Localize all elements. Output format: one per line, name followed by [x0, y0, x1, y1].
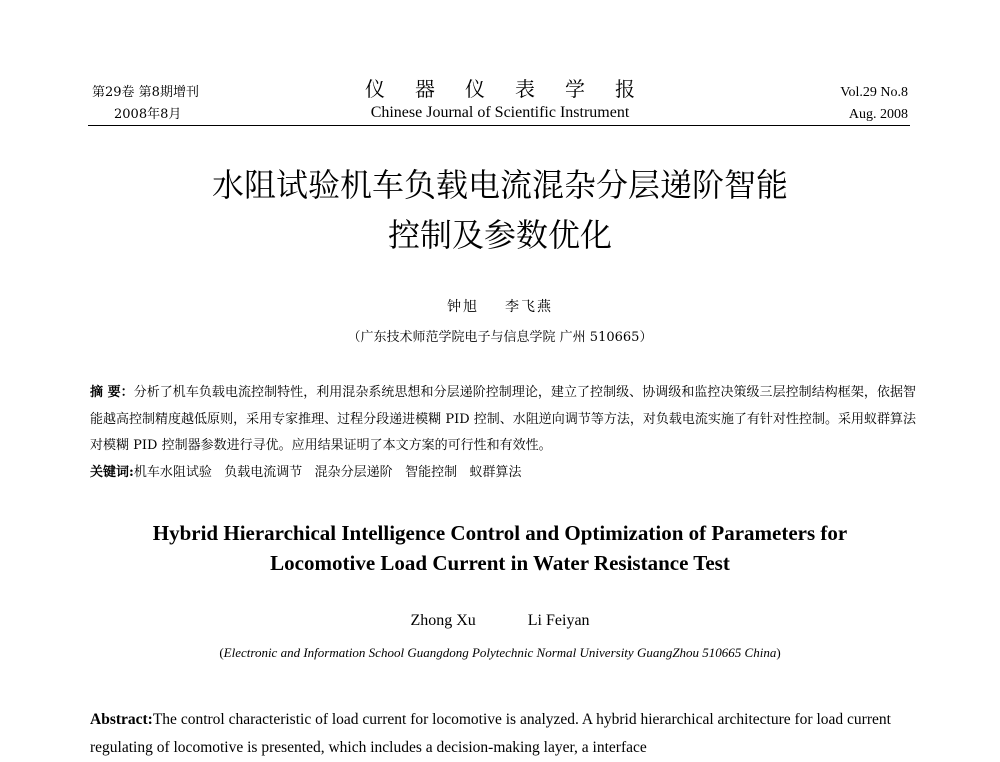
keyword: 蚁群算法 [469, 464, 522, 480]
title-en [0, 518, 1000, 578]
abstract-en [90, 706, 916, 762]
date-en: Aug. 2008 [848, 107, 908, 122]
volume-issue-zh: 第29卷 第8期增刊 [92, 85, 199, 100]
abstract-zh-label: 摘 要： [90, 385, 134, 400]
abstract-zh [90, 380, 916, 460]
header-left [92, 82, 199, 126]
journal-name-zh: 仪器仪表学报 [365, 77, 665, 101]
affiliation-en-open: ( [219, 645, 224, 660]
author-en: Zhong Xu [410, 612, 476, 629]
header-right [840, 82, 908, 126]
authors-zh [0, 296, 1000, 316]
author-en: Li Feiyan [527, 612, 590, 629]
keywords-zh [90, 460, 916, 487]
author-zh: 钟旭 [447, 299, 479, 315]
title-zh-line2: 控制及参数优化 [387, 216, 612, 254]
title-en-line2: Locomotive Load Current in Water Resistance Test [270, 551, 730, 575]
abstract-en-label: Abstract: [90, 711, 153, 728]
affiliation-en-close: ) [776, 645, 781, 660]
title-zh [0, 160, 1000, 260]
keyword: 智能控制 [405, 464, 458, 480]
authors-en [0, 612, 1000, 630]
title-en-line1: Hybrid Hierarchical Intelligence Control and Optimization of Parameters for [152, 521, 848, 545]
journal-name-en: Chinese Journal of Scientific Instrument [370, 104, 630, 121]
title-zh-line1: 水阻试验机车负载电流混杂分层递阶智能 [211, 166, 788, 204]
abstract-zh-block [90, 380, 916, 486]
abstract-zh-text: 分析了机车负载电流控制特性，利用混杂系统思想和分层递阶控制理论，建立了控制级、协调级和监控决策级三层控制结构框架，依据智能越高控制精度越低原则，采用专家推理、过程分段递进模糊 PID 控制、水阻逆向调节等方法，对负载电流实施了有针对性控制。采用蚁群算法对模糊 PID 控制器参数进行寻优。应用结果证明了本文方案的可行性和有效性。 [90, 385, 916, 453]
header-rule [88, 125, 910, 126]
keywords-zh-label: 关键词: [90, 464, 134, 480]
keyword: 负载电流调节 [224, 464, 303, 480]
affiliation-en-text: Electronic and Information School Guangdong Polytechnic Normal University GuangZhou 510665 China [223, 645, 777, 660]
volume-issue-en: Vol.29 No.8 [840, 85, 908, 100]
affiliation-en [0, 645, 1000, 661]
date-zh: 2008年8月 [114, 107, 182, 122]
abstract-en-text: The control characteristic of load current for locomotive is analyzed. A hybrid hierarchical architecture for load current regulating of locomotive is presented, which includes a decision-making layer, a interface [90, 711, 891, 756]
journal-name [300, 76, 700, 124]
keyword: 混杂分层递阶 [314, 464, 393, 480]
affiliation-zh: （广东技术师范学院电子与信息学院 广州 510665） [347, 330, 653, 345]
author-zh: 李飞燕 [505, 299, 553, 315]
keyword: 机车水阻试验 [133, 464, 212, 480]
